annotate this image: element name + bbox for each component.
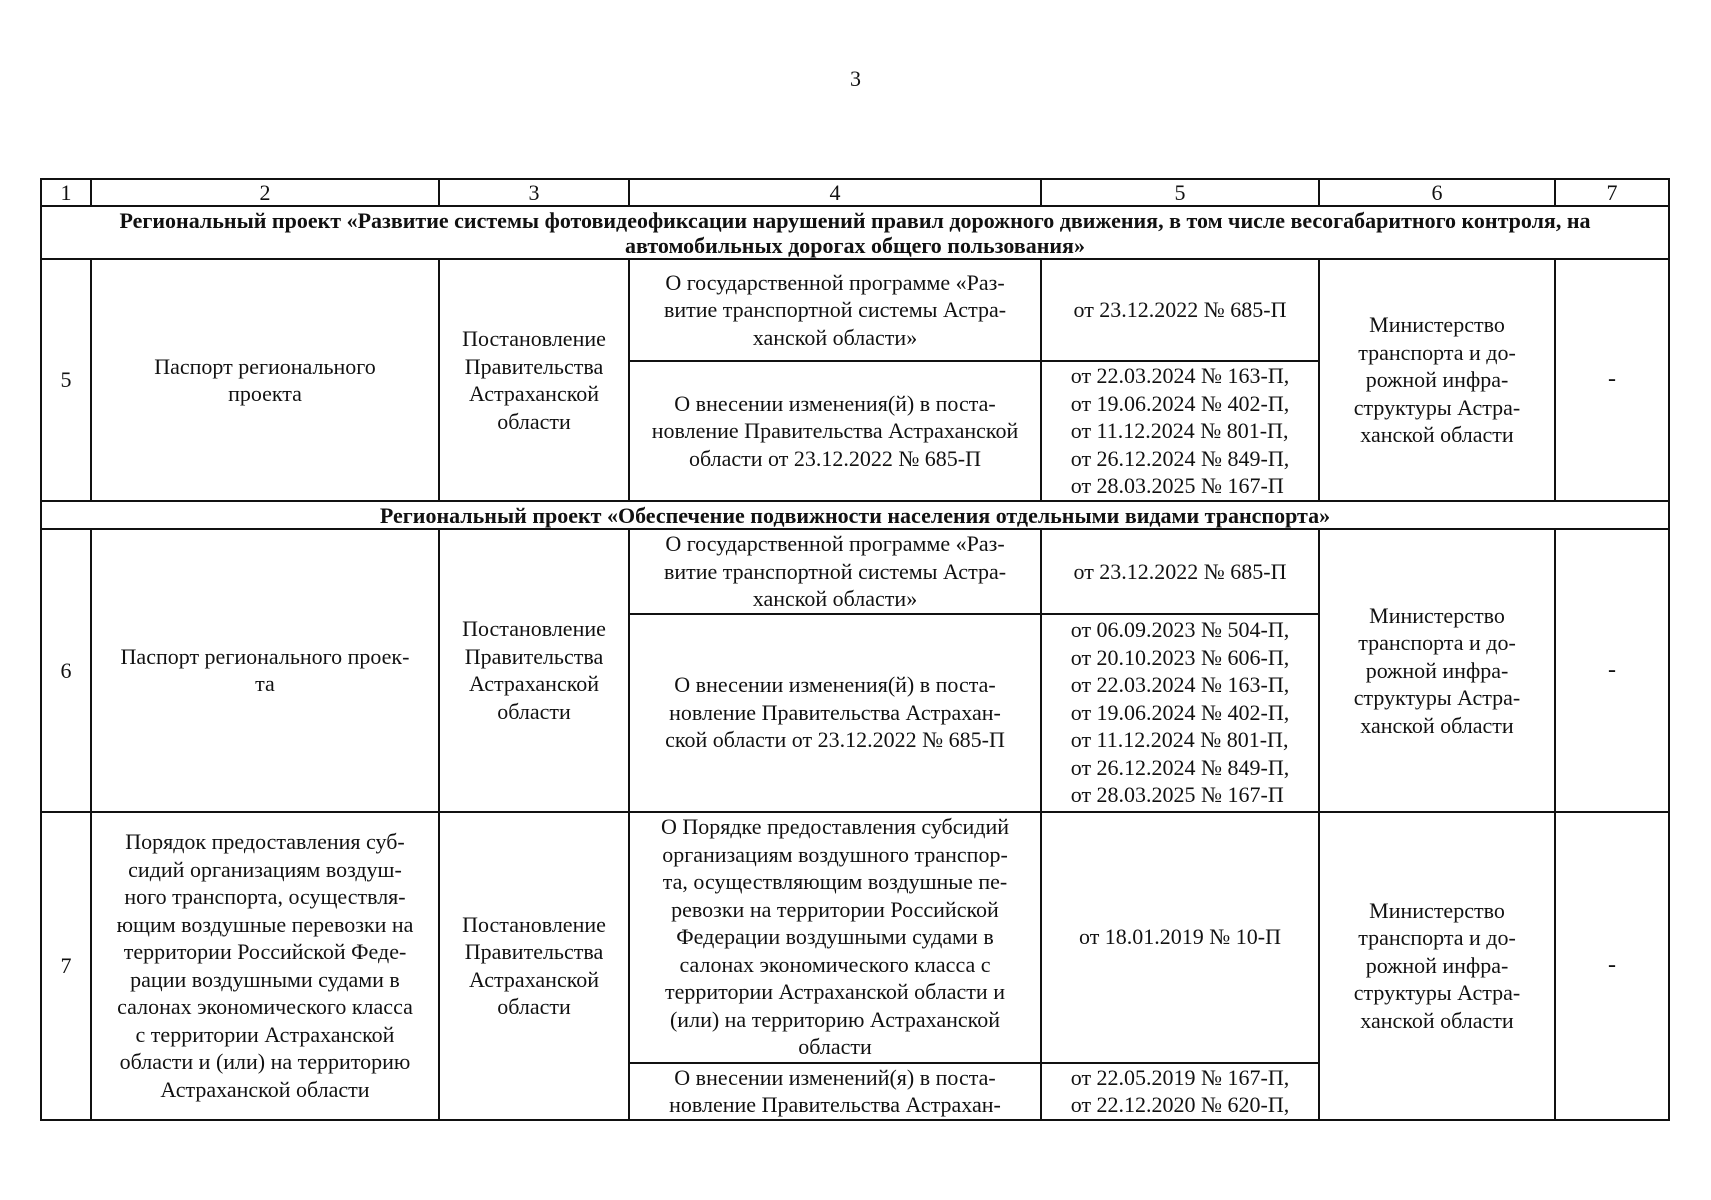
column-number-row xyxy=(41,179,1669,206)
table-row xyxy=(41,259,1669,361)
act-details: от 23.12.2022 № 685-П xyxy=(1041,529,1319,614)
column-number: 5 xyxy=(1041,179,1319,206)
note: - xyxy=(1555,259,1669,501)
act-title: О внесении изменений(я) в поста- новление Правительства Астрахан- xyxy=(629,1063,1041,1120)
document-name: Паспорт регионального проек- та xyxy=(91,529,439,812)
row-number: 7 xyxy=(41,812,91,1120)
note: - xyxy=(1555,529,1669,812)
act-title: О Порядке предоставления субсидий организациям воздушного транспор- та, осуществляющим воздушные пе- ревозки на территории Российской Федерации воздушными судами в салонах экономического класса с территории Астраханской области и (или) на территорию Астраханской области xyxy=(629,812,1041,1063)
column-number: 4 xyxy=(629,179,1041,206)
act-title: О внесении изменения(й) в поста- новление Правительства Астраханской области от 23.12.2022 № 685-П xyxy=(629,361,1041,501)
document-name: Порядок предоставления суб- сидий организациям воздуш- ного транспорта, осуществля- ющим воздушные перевозки на территории Российской Феде- рации воздушными судами в салонах экономического класса с территории Астраханской области и (или) на территорию Астраханской области xyxy=(91,812,439,1120)
column-number: 3 xyxy=(439,179,629,206)
act-details: от 22.03.2024 № 163-П, от 19.06.2024 № 402-П, от 11.12.2024 № 801-П, от 26.12.2024 № 849-П, от 28.03.2025 № 167-П xyxy=(1070,363,1290,499)
section-header-row xyxy=(41,206,1669,259)
table-row xyxy=(41,812,1669,1063)
act-details-cell xyxy=(1041,1063,1319,1120)
row-number: 5 xyxy=(41,259,91,501)
act-title: О внесении изменения(й) в поста- новление Правительства Астрахан- ской области от 23.12.2022 № 685-П xyxy=(629,614,1041,812)
note: - xyxy=(1555,812,1669,1120)
document-table xyxy=(40,178,1670,1121)
section-title: Региональный проект «Обеспечение подвижности населения отдельными видами транспорта» xyxy=(41,501,1669,529)
section-header-row xyxy=(41,501,1669,529)
act-details: от 18.01.2019 № 10-П xyxy=(1041,812,1319,1063)
table-row xyxy=(41,529,1669,614)
section-title: Региональный проект «Развитие системы фотовидеофиксации нарушений правил дорожного движения, в том числе весогабаритного контроля, на автомобильных дорогах общего пользования» xyxy=(41,206,1669,259)
executor: Министерство транспорта и до- рожной инфра- структуры Астра- ханской области xyxy=(1319,259,1555,501)
row-number: 6 xyxy=(41,529,91,812)
document-type: Постановление Правительства Астраханской области xyxy=(439,529,629,812)
column-number: 1 xyxy=(41,179,91,206)
act-details: от 23.12.2022 № 685-П xyxy=(1041,259,1319,361)
act-details-cell xyxy=(1041,614,1319,812)
act-details-cell xyxy=(1041,361,1319,501)
executor: Министерство транспорта и до- рожной инфра- структуры Астра- ханской области xyxy=(1319,812,1555,1120)
document-type: Постановление Правительства Астраханской области xyxy=(439,259,629,501)
act-details: от 22.05.2019 № 167-П, от 22.12.2020 № 620-П, xyxy=(1070,1064,1290,1117)
act-title: О государственной программе «Раз- витие транспортной системы Астра- ханской области» xyxy=(629,259,1041,361)
column-number: 2 xyxy=(91,179,439,206)
page-number: 3 xyxy=(850,66,861,91)
document-type: Постановление Правительства Астраханской области xyxy=(439,812,629,1120)
column-number: 7 xyxy=(1555,179,1669,206)
act-details: от 06.09.2023 № 504-П, от 20.10.2023 № 606-П, от 22.03.2024 № 163-П, от 19.06.2024 № 402-П, от 11.12.2024 № 801-П, от 26.12.2024 № 849-П, от 28.03.2025 № 167-П xyxy=(1070,617,1290,808)
executor: Министерство транспорта и до- рожной инфра- структуры Астра- ханской области xyxy=(1319,529,1555,812)
act-title: О государственной программе «Раз- витие транспортной системы Астра- ханской области» xyxy=(629,529,1041,614)
column-number: 6 xyxy=(1319,179,1555,206)
document-name: Паспорт регионального проекта xyxy=(91,259,439,501)
